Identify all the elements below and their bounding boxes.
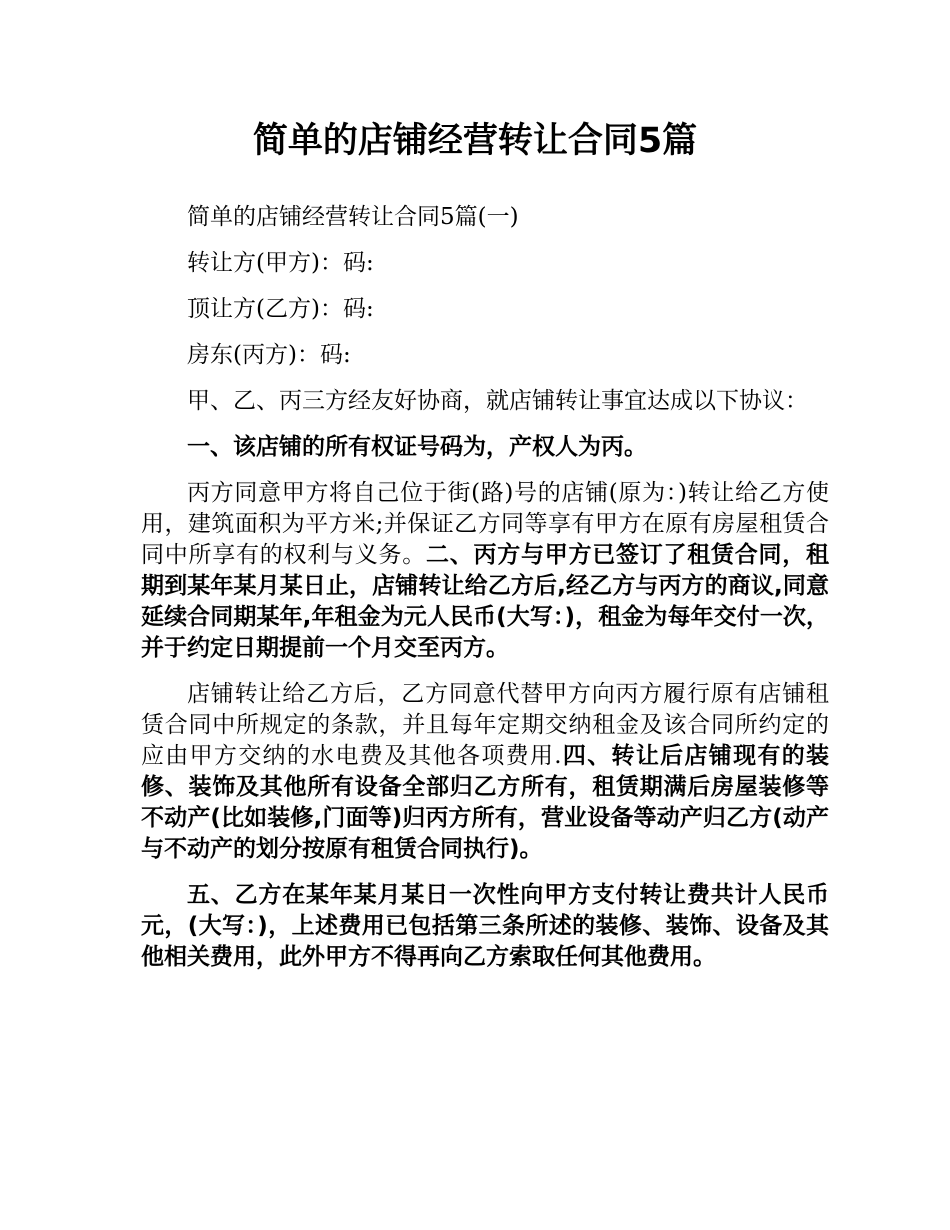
paragraph-text: 简单的店铺经营转让合同5篇(一) — [187, 204, 519, 230]
paragraph-text: 转让方(甲方)：码: — [187, 250, 374, 276]
paragraph-text: 顶让方(乙方)：码: — [187, 296, 374, 322]
paragraph-party-b — [141, 294, 829, 325]
clause-heading: 二、丙方与甲方已签订了租赁合同，租期到某年某月某日止，店铺转让给乙方后,经乙方与丙方的商议,同意延续合同期某年,年租金为元人民币(大写：)，租金为每年交付一次，并于约定日期提前一个月交至丙方。 — [141, 542, 829, 661]
paragraph-subtitle — [141, 202, 829, 233]
paragraph-text: 丙方同意甲方将自己位于街(路)号的店铺(原为：)转让给乙方使用，建筑面积为平方米;并保证乙方同等享有甲方在原有房屋租赁合同中所享有的权利与义务。 — [141, 480, 829, 568]
paragraph-party-c — [141, 340, 829, 371]
paragraph-text: 房东(丙方)：码: — [187, 342, 351, 368]
paragraph-preamble — [141, 386, 829, 417]
document-title: 简单的店铺经营转让合同5篇 — [252, 121, 698, 161]
clause-1 — [141, 432, 829, 463]
clause-5 — [141, 880, 829, 973]
clause-heading: 四、转让后店铺现有的装修、装饰及其他所有设备全部归乙方所有，租赁期满后房屋装修等不动产(比如装修,门面等)归丙方所有，营业设备等动产归乙方(动产与不动产的划分按原有租赁合同执行)。 — [141, 743, 830, 862]
paragraph-text: 甲、乙、丙三方经友好协商，就店铺转让事宜达成以下协议： — [187, 388, 808, 414]
paragraph-party-a — [141, 248, 829, 279]
document-body — [141, 202, 829, 988]
paragraph-clause-2 — [141, 478, 829, 664]
paragraph-clause-4 — [141, 679, 829, 865]
clause-heading: 一、该店铺的所有权证号码为，产权人为丙。 — [187, 434, 647, 460]
paragraph-text: 店铺转让给乙方后，乙方同意代替甲方向丙方履行原有店铺租赁合同中所规定的条款，并且每年定期交纳租金及该合同所约定的应由甲方交纳的水电费及其他各项费用. — [141, 681, 829, 769]
clause-heading: 五、乙方在某年某月某日一次性向甲方支付转让费共计人民币元，(大写：)，上述费用已包括第三条所述的装修、装饰、设备及其他相关费用，此外甲方不得再向乙方索取任何其他费用。 — [141, 882, 829, 970]
